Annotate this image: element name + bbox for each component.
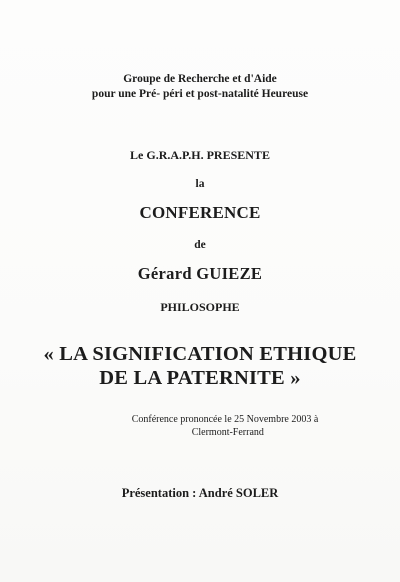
article-la: la <box>195 178 205 190</box>
presents-line: Le G.R.A.P.H. PRESENTE <box>130 148 270 162</box>
organization-line-1: Groupe de Recherche et d'Aide <box>123 73 277 85</box>
conference-date-note <box>132 413 319 439</box>
speaker-name: Gérard GUIEZE <box>137 264 263 283</box>
speaker-profession: PHILOSOPHE <box>160 300 240 314</box>
organization-line-2: pour une Pré- péri et post-natalité Heureuse <box>91 88 309 100</box>
preposition-de: de <box>194 239 206 251</box>
conference-heading: CONFERENCE <box>139 203 261 222</box>
conference-title <box>0 342 400 390</box>
note-line-1: Conférence prononcée le 25 Novembre 2003 à <box>131 414 319 425</box>
organization-name <box>0 72 400 102</box>
title-line-1: « LA SIGNIFICATION ETHIQUE <box>43 343 357 365</box>
note-line-2: Clermont-Ferrand <box>191 427 264 438</box>
presentation-credit: Présentation : André SOLER <box>121 486 279 500</box>
title-line-2: DE LA PATERNITE » <box>99 367 301 389</box>
